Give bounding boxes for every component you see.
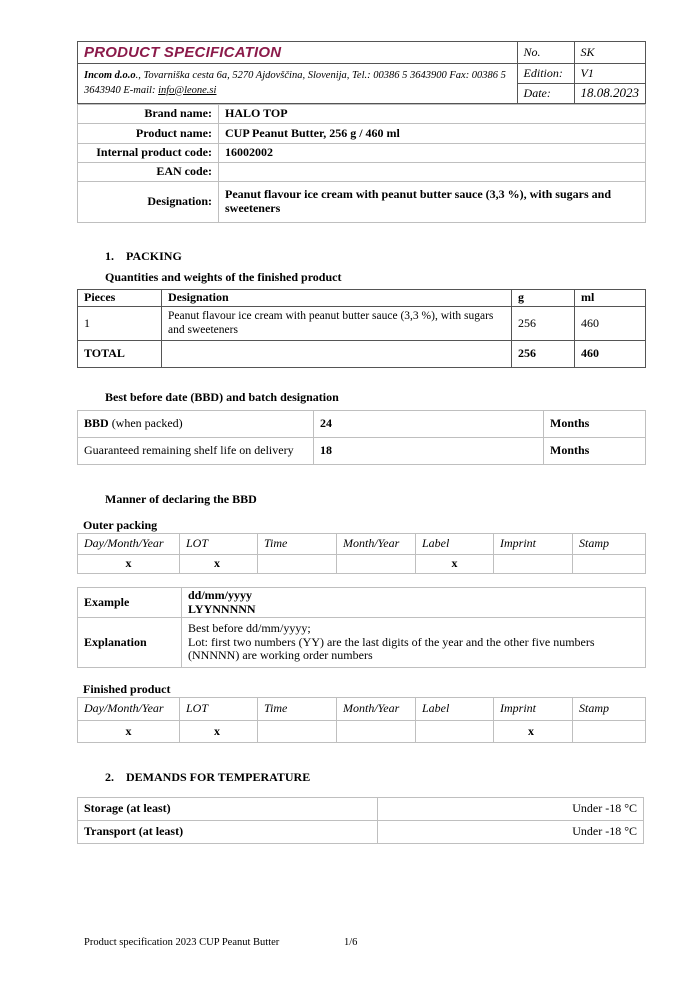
packing-table [77,289,646,368]
fp-col-day-month-year: Day/Month/Year [78,698,180,721]
fp-mark-time [258,721,337,743]
table-row [78,555,646,574]
edition-value: V1 [574,64,646,84]
col-designation: Designation [162,290,512,307]
total-designation [162,341,512,368]
col-month-year: Month/Year [337,534,416,555]
no-value: SK [574,42,646,64]
date-label: Date: [517,84,574,104]
packing-subtitle: Quantities and weights of the finished product [105,270,342,284]
table-row [78,163,646,182]
example-line1: dd/mm/yyyy [188,587,253,602]
table-row [78,124,646,144]
doc-title-cell [78,42,518,64]
total-ml: 460 [575,341,646,368]
ean-value [219,163,646,182]
bbd-label-bold: BBD [84,416,109,431]
fp-col-stamp: Stamp [573,698,646,721]
table-row [78,307,646,341]
transport-value: Under -18 °C [378,821,644,844]
header-table [77,41,646,104]
storage-label: Storage (at least) [78,798,378,821]
transport-label: Transport (at least) [78,821,378,844]
fp-col-imprint: Imprint [494,698,573,721]
bbd-unit: Months [544,411,646,438]
table-row [78,105,646,124]
bbd-subtitle: Best before date (BBD) and batch designation [105,390,339,404]
fp-col-lot: LOT [180,698,258,721]
edition-label: Edition: [517,64,574,84]
table-row [78,721,646,743]
col-label: Label [416,534,494,555]
table-row [78,341,646,368]
bbd-label-rest: (when packed) [108,416,183,431]
table-row [78,182,646,223]
doc-title: PRODUCT SPECIFICATION [84,43,282,61]
pieces-value: 1 [78,307,162,341]
section-temperature-title: 2. DEMANDS FOR TEMPERATURE [105,770,311,784]
table-row [78,798,644,821]
company-name: Incom d.o.o [84,70,136,82]
page-number: 1/6 [344,937,358,948]
table-row [78,411,646,438]
table-row [78,438,646,465]
outer-packing-label: Outer packing [83,518,158,532]
designation-text: Peanut flavour ice cream with peanut butter sauce (3,3 %), with sugars and sweeteners [162,307,512,341]
date-value: 18.08.2023 [574,84,646,104]
col-ml: ml [575,290,646,307]
col-stamp: Stamp [573,534,646,555]
g-value: 256 [512,307,575,341]
fp-mark-label [416,721,494,743]
example-line2: LYYNNNNN [188,601,256,616]
table-row [78,144,646,163]
fp-mark-my [337,721,416,743]
storage-value: Under -18 °C [378,798,644,821]
explanation-line2: Lot: first two numbers (YY) are the last digits of the year and the other five numbers (NNNNN) are working order numbers [188,634,595,663]
brand-name-value: HALO TOP [219,105,646,124]
outer-mark-label: x [416,555,494,574]
example-label: Example [78,588,182,618]
designation-label: Designation: [78,182,219,223]
total-label: TOTAL [78,341,162,368]
outer-packing-table [77,533,646,574]
manner-subtitle: Manner of declaring the BBD [105,492,257,506]
bbd-value: 24 [314,411,544,438]
bbd-table [77,410,646,465]
product-code-value: 16002002 [219,144,646,163]
ml-value: 460 [575,307,646,341]
footer-text: Product specification 2023 CUP Peanut Butter [84,937,280,948]
example-table [77,587,646,668]
total-g: 256 [512,341,575,368]
example-value [182,588,646,618]
fp-col-month-year: Month/Year [337,698,416,721]
col-g: g [512,290,575,307]
col-lot: LOT [180,534,258,555]
shelf-life-value: 18 [314,438,544,465]
fp-mark-stamp [573,721,646,743]
outer-mark-dmy: x [78,555,180,574]
table-row [78,698,646,721]
no-label: No. [517,42,574,64]
fp-col-time: Time [258,698,337,721]
outer-mark-time [258,555,337,574]
explanation-label: Explanation [78,618,182,668]
table-row [78,290,646,307]
fp-mark-imprint: x [494,721,573,743]
fp-mark-lot: x [180,721,258,743]
company-info [78,64,518,104]
finished-product-table [77,697,646,743]
outer-mark-stamp [573,555,646,574]
finished-product-label: Finished product [83,682,171,696]
shelf-life-unit: Months [544,438,646,465]
product-code-label: Internal product code: [78,144,219,163]
col-pieces: Pieces [78,290,162,307]
col-time: Time [258,534,337,555]
outer-mark-imprint [494,555,573,574]
explanation-line1: Best before dd/mm/yyyy; [188,620,311,635]
brand-name-label: Brand name: [78,105,219,124]
company-address: ., Tovarniška cesta 6a, 5270 Ajdovščina, Slovenija, Tel.: 00386 5 3643900 Fax: 00386 5 3643940 E-mail: [84,70,506,96]
table-row [78,588,646,618]
table-row [78,618,646,668]
explanation-value [182,618,646,668]
section-packing-title: 1. PACKING [105,249,182,263]
ean-label: EAN code: [78,163,219,182]
col-imprint: Imprint [494,534,573,555]
table-row [78,821,644,844]
product-info-table [77,104,646,223]
product-name-label: Product name: [78,124,219,144]
fp-mark-dmy: x [78,721,180,743]
outer-mark-lot: x [180,555,258,574]
fp-col-label: Label [416,698,494,721]
temperature-table [77,797,644,844]
outer-mark-my [337,555,416,574]
table-row [78,534,646,555]
shelf-life-label: Guaranteed remaining shelf life on delivery [78,438,314,465]
designation-value: Peanut flavour ice cream with peanut butter sauce (3,3 %), with sugars and sweeteners [219,182,646,223]
email-link[interactable]: info@leone.si [158,84,217,96]
product-name-value: CUP Peanut Butter, 256 g / 460 ml [219,124,646,144]
col-day-month-year: Day/Month/Year [78,534,180,555]
bbd-label [78,411,314,438]
